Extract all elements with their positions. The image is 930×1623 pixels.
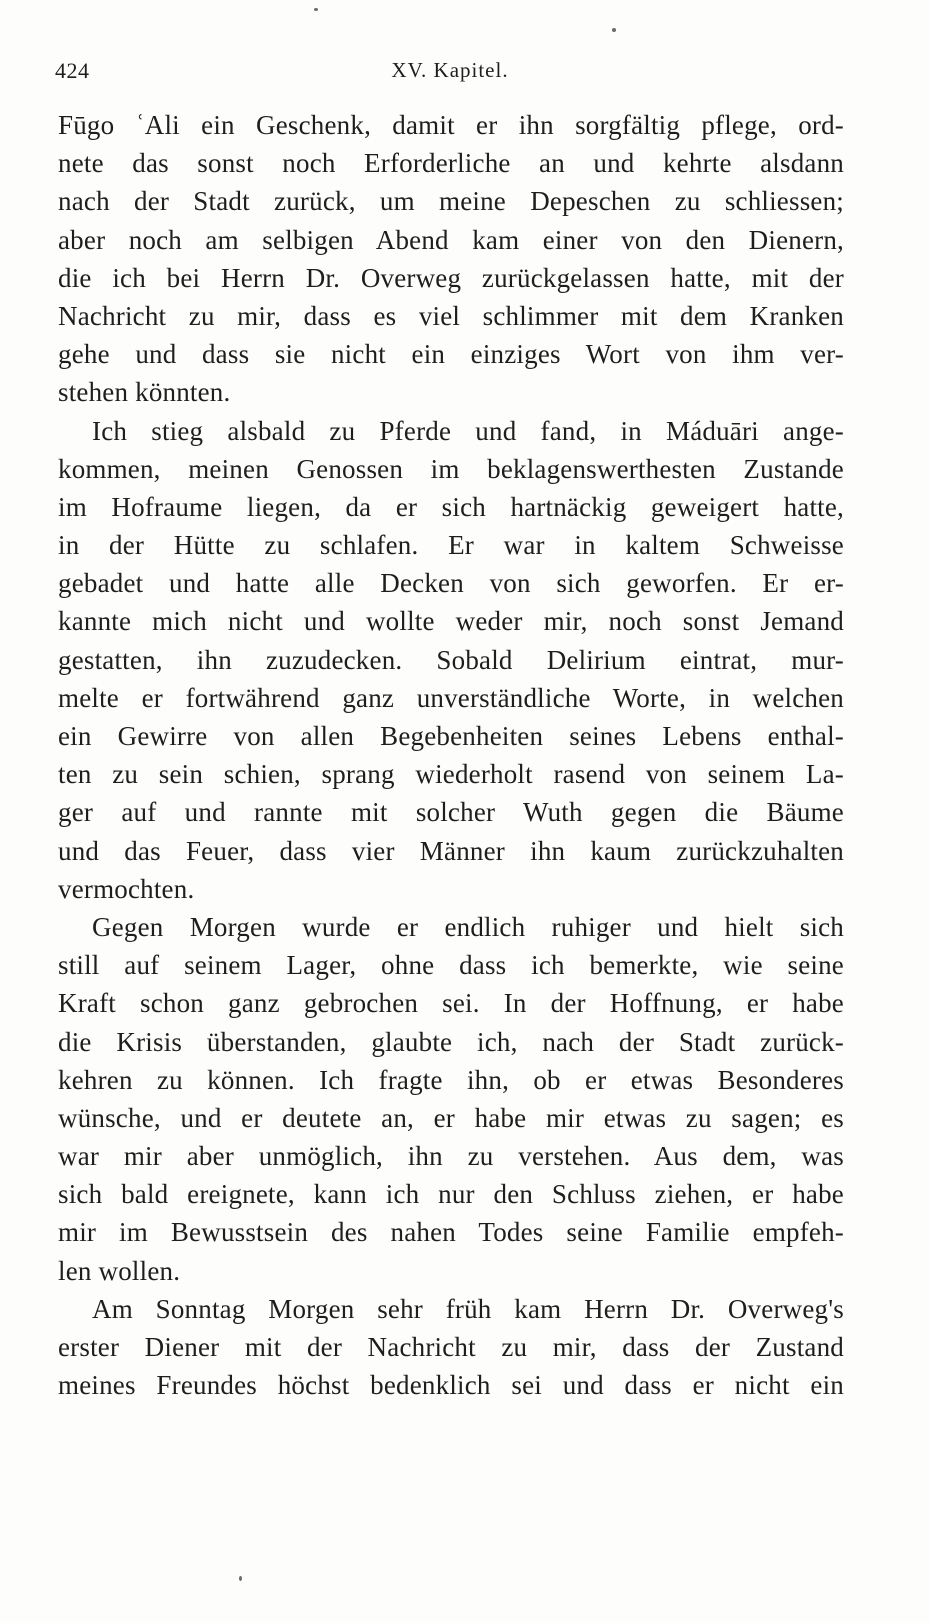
text-line: wünsche, und er deutete an, er habe mir etwas zu sagen; es	[58, 1102, 844, 1133]
text-line: Gegen Morgen wurde er endlich ruhiger und hielt sich	[92, 911, 844, 942]
body-text	[58, 106, 844, 1404]
text-line: Nachricht zu mir, dass es viel schlimmer mit dem Kranken	[58, 300, 844, 331]
paragraph	[58, 106, 844, 412]
text-line: vermochten.	[58, 873, 195, 904]
text-line: still auf seinem Lager, ohne dass ich bemerkte, wie seine	[58, 950, 844, 981]
text-line: melte er fortwährend ganz unverständliche Worte, in welchen	[58, 682, 844, 713]
paragraph	[58, 1290, 844, 1405]
text-line: im Hofraume liegen, da er sich hartnäckig geweigert hatte,	[58, 491, 844, 522]
text-line: Kraft schon ganz gebrochen sei. In der Hoffnung, er habe	[58, 988, 844, 1019]
text-line: stehen könnten.	[58, 377, 231, 408]
text-line: die Krisis überstanden, glaubte ich, nach der Stadt zurück-	[58, 1026, 844, 1057]
text-line: nach der Stadt zurück, um meine Depeschen zu schliessen;	[58, 186, 844, 217]
text-line: aber noch am selbigen Abend kam einer von den Dienern,	[58, 224, 844, 255]
text-line: sich bald ereignete, kann ich nur den Schluss ziehen, er habe	[58, 1179, 844, 1210]
page-number: 424	[55, 58, 90, 83]
text-line: erster Diener mit der Nachricht zu mir, dass der Zustand	[58, 1332, 844, 1362]
text-line: in der Hütte zu schlafen. Er war in kaltem Schweisse	[58, 530, 844, 561]
text-line: kommen, meinen Genossen im beklagenswerthesten Zustande	[58, 453, 844, 484]
text-line: meines Freundes höchst bedenklich sei und dass er nicht ein	[58, 1370, 844, 1401]
paragraph	[58, 412, 844, 908]
text-line: die ich bei Herrn Dr. Overweg zurückgelassen hatte, mit der	[58, 262, 844, 293]
text-line: Fūgo ʿAli ein Geschenk, damit er ihn sorgfältig pflege, ord-	[58, 110, 844, 140]
chapter-title: XV. Kapitel.	[391, 58, 509, 82]
text-line: Am Sonntag Morgen sehr früh kam Herrn Dr. Overweg's	[92, 1293, 844, 1324]
text-line: kehren zu können. Ich fragte ihn, ob er etwas Besonderes	[58, 1064, 844, 1095]
text-line: gehe und dass sie nicht ein einziges Wort von ihm ver-	[58, 339, 844, 370]
text-line: gestatten, ihn zuzudecken. Sobald Delirium eintrat, mur-	[58, 644, 844, 675]
print-speck	[314, 8, 318, 11]
running-header	[55, 58, 845, 94]
paragraph	[58, 908, 844, 1290]
text-line: ein Gewirre von allen Begebenheiten seines Lebens enthal-	[58, 721, 844, 751]
text-line: kannte mich nicht und wollte weder mir, noch sonst Jemand	[58, 606, 844, 637]
print-speck	[612, 28, 616, 32]
text-line: Ich stieg alsbald zu Pferde und fand, in Máduāri ange-	[92, 415, 844, 446]
text-line: mir im Bewusstsein des nahen Todes seine Familie empfeh-	[58, 1217, 844, 1248]
text-line: nete das sonst noch Erforderliche an und kehrte alsdann	[58, 148, 844, 179]
text-line: und das Feuer, dass vier Männer ihn kaum zurückzuhalten	[58, 835, 844, 866]
text-line: ger auf und rannte mit solcher Wuth gegen die Bäume	[58, 797, 844, 828]
print-speck	[239, 1576, 242, 1581]
text-line: ten zu sein schien, sprang wiederholt rasend von seinem La-	[58, 759, 844, 790]
text-line: war mir aber unmöglich, ihn zu verstehen. Aus dem, was	[58, 1141, 844, 1172]
text-line: gebadet und hatte alle Decken von sich geworfen. Er er-	[58, 568, 844, 599]
text-line: len wollen.	[58, 1255, 181, 1286]
